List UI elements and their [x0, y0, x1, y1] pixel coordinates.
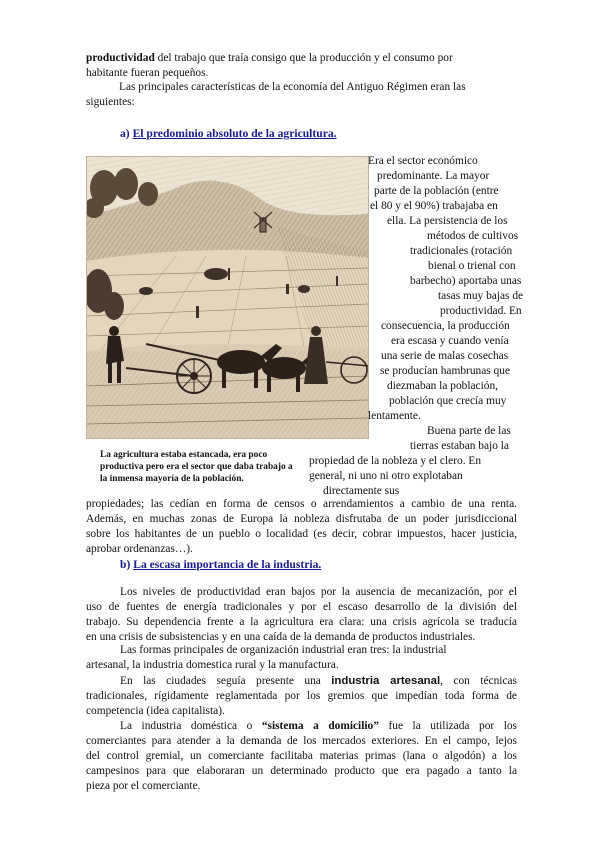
wrap-line: población que crecía muy — [389, 395, 507, 407]
paragraph-line: campesinos para que elaboraran un determinado producto que era pagado a tanto la — [86, 765, 517, 777]
intro-line-2: habitante fueran pequeños. — [86, 67, 209, 79]
paragraph-b4 — [86, 719, 517, 794]
wrap-line: se producían hambrunas que — [380, 365, 511, 377]
section-heading-b-link[interactable]: La escasa importancia de la industria. — [133, 558, 322, 571]
paragraph-line: La industria doméstica o “sistema a domicilio” fue la utilizada por los — [120, 720, 517, 732]
wrap-line: métodos de cultivos — [427, 230, 519, 242]
wrap-after-line-4: general, ni uno ni otro explotaban — [309, 470, 463, 482]
paragraph-line: del control gremial, un comerciante facilitaba materias primas (lana o algodón) a los — [86, 750, 517, 762]
wrap-after-line-5: directamente sus — [323, 485, 400, 497]
wrap-line: ella. La persistencia de los — [387, 215, 508, 227]
wrap-line: parte de la población (entre — [374, 185, 499, 197]
wrap-line: tradicionales (rotación — [410, 245, 513, 257]
wrap-after-line-1: Buena parte de las — [427, 425, 511, 437]
caption-line: productiva pero era el sector que daba trabajo a — [100, 462, 293, 472]
wrap-line: diezmaban la población, — [387, 380, 499, 392]
paragraph-line: sobre los habitantes de un pueblo o localidad (es decir, cobrar impuestos, hacer justicia, — [86, 528, 517, 540]
section-heading-a-link[interactable]: El predominio absoluto de la agricultura. — [132, 127, 337, 140]
wrap-line: una serie de malas cosechas — [381, 350, 509, 362]
wrap-line: bienal o trienal con — [428, 260, 516, 272]
wrap-line: productividad. En — [440, 305, 522, 317]
caption-line: La agricultura estaba estancada, era poco — [100, 450, 268, 460]
agriculture-engraving — [86, 156, 369, 439]
paragraph-b1 — [86, 585, 517, 645]
engraving-illustration — [86, 156, 369, 439]
paragraph-line: Además, en muchas zonas de Europa la nobleza disfrutaba de un poder jurisdiccional — [86, 513, 517, 525]
paragraph-b2-line-2: artesanal, la industria domestica rural y la manufactura. — [86, 659, 339, 671]
wrap-line: Era el sector económico — [368, 155, 478, 167]
bold-term: “sistema a domicilio” — [261, 720, 379, 732]
wrap-line: barbecho) aportaba unas — [410, 275, 522, 287]
paragraph-line: trabajo. Su dependencia frente a la agricultura era clara: una crisis agrícola se traducía — [86, 616, 517, 628]
paragraph-line: comerciantes para atender a la demanda de los mercados exteriores. En el campo, lejos — [86, 735, 517, 747]
wrap-line: tasas muy bajas de — [438, 290, 524, 302]
paragraph-line: uso de fuentes de energía tradicionales y por el escaso desarrollo de la división del — [86, 601, 517, 613]
paragraph-line: competencia (idea capitalista). — [86, 705, 225, 717]
intro-line-3: Las principales características de la economía del Antiguo Régimen eran las — [119, 81, 466, 93]
wrap-line: era escasa y cuando venía — [391, 335, 509, 347]
paragraph-line: aprobar ordenanzas…). — [86, 543, 193, 555]
wrap-line: el 80 y el 90%) trabajaba en — [370, 200, 498, 212]
paragraph-b3 — [86, 674, 517, 719]
caption-line: la inmensa mayoría de la población. — [100, 474, 244, 484]
wrap-line: predominante. La mayor — [377, 170, 490, 182]
wrap-line: lentamente. — [368, 410, 421, 422]
paragraph-after-section-a — [86, 497, 517, 557]
wrap-after-line-3: propiedad de la nobleza y el clero. En — [309, 455, 482, 467]
intro-line-4: siguientes: — [86, 96, 135, 108]
intro-line-1: productividad del trabajo que traía consigo que la producción y el consumo por — [86, 52, 453, 64]
paragraph-line: tradicionales, rígidamente reglamentada por los gremios que impedían toda forma de — [86, 690, 517, 702]
wrap-after-line-2: tierras estaban bajo la — [410, 440, 509, 452]
section-heading-b: b) La escasa importancia de la industria. — [120, 558, 322, 571]
wrap-line: consecuencia, la producción — [381, 320, 510, 332]
paragraph-line: Los niveles de productividad eran bajos por la ausencia de mecanización, por el — [120, 586, 517, 598]
bold-term: industria artesanal — [331, 675, 441, 687]
paragraph-line: pieza por el comerciante. — [86, 780, 201, 792]
section-heading-a: a) El predominio absoluto de la agricultura. — [120, 127, 337, 140]
paragraph-line: propiedades; las cedían en forma de censos o arrendamientos a cambio de una renta. — [86, 498, 517, 510]
paragraph-line: en una crisis de subsistencias y en una caída de la demanda de productos industriales. — [86, 631, 476, 643]
paragraph-b2-line-1: Las formas principales de organización industrial eran tres: la industrial — [120, 644, 447, 656]
bold-term: productividad — [86, 52, 155, 64]
paragraph-line: En las ciudades seguía presente una industria artesanal, con técnicas — [120, 675, 517, 687]
